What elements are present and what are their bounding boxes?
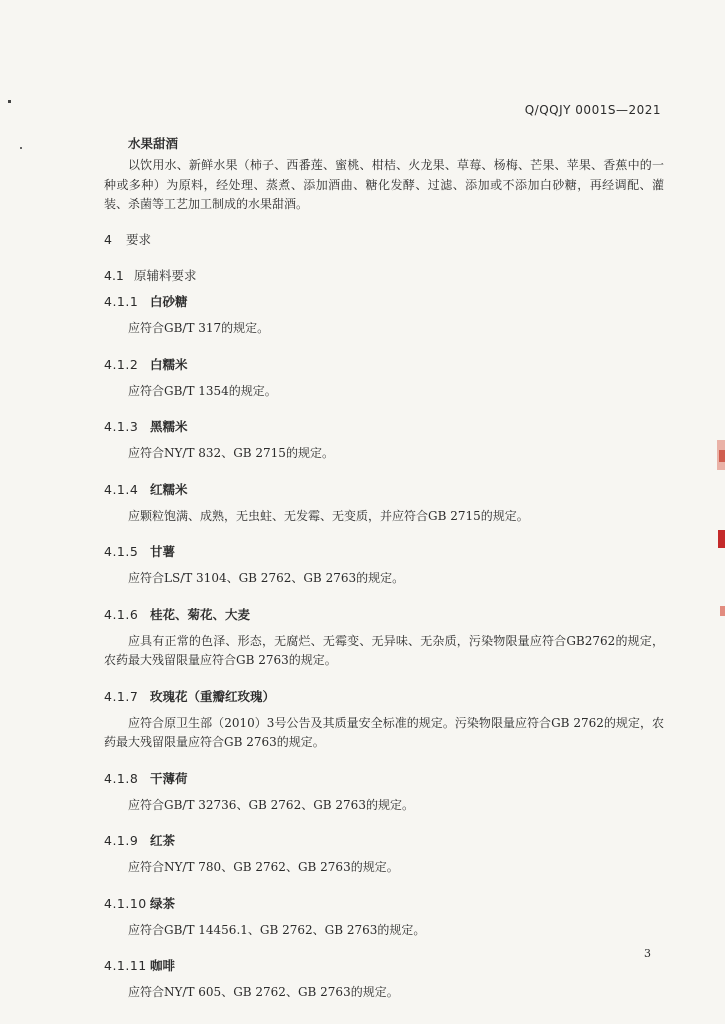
list-item [104,541,664,589]
subsection-number: 4.1 [104,268,124,283]
item-title: 干薄荷 [150,770,188,786]
item-heading [104,955,664,977]
item-heading [104,830,664,852]
item-body: 应符合GB/T 14456.1、GB 2762、GB 2763的规定。 [128,922,426,937]
item-title: 绿茶 [150,895,176,911]
list-item [104,830,664,878]
scan-speck [20,147,22,149]
item-body: 应符合GB/T 32736、GB 2762、GB 2763的规定。 [128,797,414,812]
item-number: 4.1.10 [104,895,147,911]
item-title: 桂花、菊花、大麦 [150,606,251,622]
subsection-title: 原辅料要求 [134,268,197,283]
item-heading [104,686,664,708]
list-item [104,893,664,941]
item-heading [104,479,664,501]
item-heading [104,291,664,313]
definition-term: 水果甜酒 [128,136,179,151]
item-body: 应符合GB/T 1354的规定。 [128,383,277,398]
section-heading [104,230,151,248]
item-heading [104,541,664,563]
item-body: 应符合NY/T 780、GB 2762、GB 2763的规定。 [128,860,399,874]
item-title: 红茶 [150,833,176,848]
section-title: 要求 [126,232,152,247]
item-title: 甘薯 [150,544,176,559]
item-number: 4.1.7 [104,688,139,704]
item-body: 应符合LS/T 3104、GB 2762、GB 2763的规定。 [128,571,405,585]
definition-body: 以饮用水、新鲜水果（柿子、西番莲、蜜桃、柑桔、火龙果、草莓、杨梅、芒果、苹果、香蕉中的一种或多种）为原料，经处理、蒸煮、添加酒曲、糖化发酵、过滤、添加或不添加白砂糖，再经调配、灌装、杀菌等工艺加工制成的水果甜酒。 [104,158,664,211]
item-number: 4.1.2 [104,356,139,372]
subsection-heading [104,266,197,284]
standard-code-header: Q/QQJY 0001S—2021 [524,103,661,117]
item-heading [104,768,664,790]
item-heading [104,604,664,626]
item-body: 应符合NY/T 605、GB 2762、GB 2763的规定。 [128,985,399,999]
scan-speck [8,100,11,103]
item-title: 咖啡 [150,958,176,973]
list-item [104,604,664,671]
item-number: 4.1.5 [104,544,139,559]
list-item [104,291,664,339]
seal-edge-mark [719,450,725,462]
item-number: 4.1.8 [104,770,139,786]
list-item [104,354,664,402]
list-item [104,768,664,816]
item-heading [104,354,664,376]
section-number: 4 [104,232,112,247]
requirements-list [104,291,664,1018]
seal-edge-mark [718,530,725,548]
list-item [104,955,664,1003]
item-body: 应具有正常的色泽、形态，无腐烂、无霉变、无异味、无杂质，污染物限量应符合GB2762的规定，农药最大残留限量应符合GB 2763的规定。 [104,633,664,667]
item-number: 4.1.9 [104,833,139,848]
page-number: 3 [644,947,651,960]
item-title: 白糯米 [150,356,188,372]
seal-edge-mark [720,606,725,616]
item-heading [104,893,664,915]
item-number: 4.1.1 [104,294,139,309]
item-number: 4.1.4 [104,481,139,497]
item-title: 玫瑰花（重瓣红玫瑰） [150,688,276,704]
list-item [104,479,664,527]
item-number: 4.1.3 [104,419,139,434]
item-title: 白砂糖 [150,294,188,309]
item-number: 4.1.11 [104,958,147,973]
item-title: 黑糯米 [150,419,188,434]
item-body: 应符合NY/T 832、GB 2715的规定。 [128,446,334,460]
item-body: 应符合GB/T 317的规定。 [128,321,270,335]
list-item [104,686,664,753]
item-body: 应颗粒饱满、成熟，无虫蛀、无发霉、无变质，并应符合GB 2715的规定。 [128,508,529,523]
item-title: 红糯米 [150,481,188,497]
item-heading [104,416,664,438]
item-body: 应符合原卫生部（2010）3号公告及其质量安全标准的规定。污染物限量应符合GB 2762的规定，农药最大残留限量应符合GB 2763的规定。 [104,715,664,749]
list-item [104,416,664,464]
item-number: 4.1.6 [104,606,139,622]
